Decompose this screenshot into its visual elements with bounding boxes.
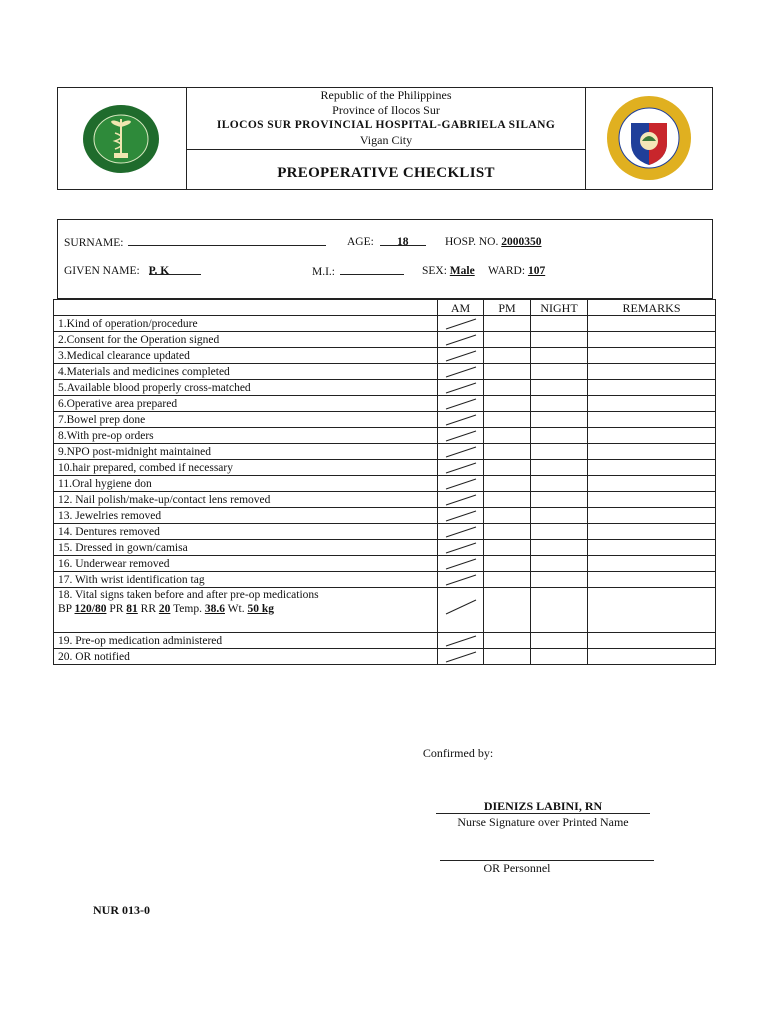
checklist-item-label: 10.hair prepared, combed if necessary — [54, 460, 438, 476]
remarks-cell[interactable] — [588, 649, 716, 665]
given-name-value: P. K — [148, 265, 170, 277]
am-checkmark-cell[interactable] — [438, 508, 484, 524]
remarks-cell[interactable] — [588, 316, 716, 332]
mi-label: M.I.: — [312, 266, 335, 278]
am-checkmark-cell[interactable] — [438, 444, 484, 460]
pm-cell[interactable] — [484, 633, 531, 649]
table-row — [54, 316, 716, 332]
pm-cell[interactable] — [484, 412, 531, 428]
remarks-cell[interactable] — [588, 524, 716, 540]
pm-cell[interactable] — [484, 492, 531, 508]
checklist-item-label: 7.Bowel prep done — [54, 412, 438, 428]
checklist-item-label: 9.NPO post-midnight maintained — [54, 444, 438, 460]
bp-value: 120/80 — [74, 603, 107, 615]
night-cell[interactable] — [531, 649, 588, 665]
checklist-item-label: 20. OR notified — [54, 649, 438, 665]
slash-mark-icon — [444, 651, 478, 663]
remarks-cell[interactable] — [588, 380, 716, 396]
hosp-no-value[interactable]: 2000350 — [501, 236, 542, 248]
table-row — [54, 428, 716, 444]
temp-value: 38.6 — [204, 603, 225, 615]
table-row — [54, 460, 716, 476]
vitals-cell — [54, 588, 438, 633]
night-cell[interactable] — [531, 444, 588, 460]
pr-label: PR — [109, 603, 124, 615]
table-row — [54, 556, 716, 572]
sex-value[interactable]: Male — [449, 265, 475, 277]
am-checkmark-cell[interactable] — [438, 428, 484, 444]
am-checkmark-cell[interactable] — [438, 556, 484, 572]
slash-mark-icon — [444, 526, 478, 538]
am-checkmark-cell[interactable] — [438, 476, 484, 492]
night-cell[interactable] — [531, 476, 588, 492]
logo-left-cell — [57, 87, 187, 190]
night-cell[interactable] — [531, 524, 588, 540]
table-row — [54, 444, 716, 460]
slash-mark-icon — [444, 414, 478, 426]
slash-mark-icon — [444, 382, 478, 394]
am-checkmark-cell[interactable] — [438, 572, 484, 588]
table-row — [54, 412, 716, 428]
ward-field — [488, 264, 545, 278]
hosp-no-label: HOSP. NO. — [445, 236, 499, 248]
age-field — [347, 235, 426, 249]
vitals-label: 18. Vital signs taken before and after pre-op medications — [58, 589, 319, 601]
am-checkmark-cell[interactable] — [438, 364, 484, 380]
checklist-item-label: 6.Operative area prepared — [54, 396, 438, 412]
slash-mark-icon — [444, 398, 478, 410]
am-checkmark-cell[interactable] — [438, 412, 484, 428]
night-cell[interactable] — [531, 572, 588, 588]
remarks-cell[interactable] — [588, 412, 716, 428]
checklist-body — [54, 316, 716, 665]
given-name-value-wrap[interactable] — [149, 264, 201, 275]
header-night: NIGHT — [531, 300, 588, 316]
night-cell[interactable] — [531, 633, 588, 649]
nurse-name: DIENIZS LABINI, RN — [436, 799, 650, 814]
or-caption: OR Personnel — [483, 861, 551, 875]
slash-mark-icon — [444, 590, 478, 630]
night-cell[interactable] — [531, 348, 588, 364]
night-cell[interactable] — [531, 332, 588, 348]
hospital-seal-icon — [81, 103, 161, 175]
night-cell[interactable] — [531, 492, 588, 508]
given-name-field — [64, 264, 201, 278]
am-checkmark-cell[interactable] — [438, 460, 484, 476]
table-row — [54, 332, 716, 348]
night-cell[interactable] — [531, 556, 588, 572]
table-row — [54, 508, 716, 524]
night-cell[interactable] — [531, 540, 588, 556]
pm-cell[interactable] — [484, 649, 531, 665]
given-name-label: GIVEN NAME: — [64, 265, 140, 277]
night-cell[interactable] — [531, 588, 588, 633]
pm-cell[interactable] — [484, 588, 531, 633]
remarks-cell[interactable] — [588, 444, 716, 460]
slash-mark-icon — [444, 430, 478, 442]
header-item — [54, 300, 438, 316]
night-cell[interactable] — [531, 412, 588, 428]
remarks-cell[interactable] — [588, 492, 716, 508]
pm-cell[interactable] — [484, 428, 531, 444]
checklist-item-label: 14. Dentures removed — [54, 524, 438, 540]
pm-cell[interactable] — [484, 460, 531, 476]
remarks-cell[interactable] — [588, 476, 716, 492]
checklist-item-label: 12. Nail polish/make-up/contact lens removed — [54, 492, 438, 508]
pm-cell[interactable] — [484, 348, 531, 364]
slash-mark-icon — [444, 334, 478, 346]
table-row — [54, 476, 716, 492]
remarks-cell[interactable] — [588, 348, 716, 364]
table-row — [54, 524, 716, 540]
sex-field — [422, 264, 475, 278]
checklist-item-label: 5.Available blood properly cross-matched — [54, 380, 438, 396]
logo-right-cell — [585, 87, 713, 190]
remarks-cell[interactable] — [588, 572, 716, 588]
remarks-cell[interactable] — [588, 588, 716, 633]
remarks-cell[interactable] — [588, 556, 716, 572]
slash-mark-icon — [444, 318, 478, 330]
wt-label: Wt. — [227, 603, 245, 615]
slash-mark-icon — [444, 494, 478, 506]
checklist-item-label: 1.Kind of operation/procedure — [54, 316, 438, 332]
table-row — [54, 649, 716, 665]
am-checkmark-cell[interactable] — [438, 649, 484, 665]
pm-cell[interactable] — [484, 540, 531, 556]
city-line: Vigan City — [359, 133, 413, 147]
slash-mark-icon — [444, 366, 478, 378]
header-am: AM — [438, 300, 484, 316]
checklist-item-label: 13. Jewelries removed — [54, 508, 438, 524]
ward-label: WARD: — [488, 265, 526, 277]
surname-field — [64, 235, 326, 250]
rr-label: RR — [140, 603, 157, 615]
checklist-item-label: 3.Medical clearance updated — [54, 348, 438, 364]
header-divider — [187, 149, 585, 150]
mi-value[interactable] — [340, 264, 404, 275]
checklist-item-label: 19. Pre-op medication administered — [54, 633, 438, 649]
table-header-row — [54, 300, 716, 316]
table-row — [54, 348, 716, 364]
pm-cell[interactable] — [484, 316, 531, 332]
slash-mark-icon — [444, 542, 478, 554]
remarks-cell[interactable] — [588, 364, 716, 380]
table-row — [54, 633, 716, 649]
table-row — [54, 572, 716, 588]
checklist-item-label: 16. Underwear removed — [54, 556, 438, 572]
pm-cell[interactable] — [484, 380, 531, 396]
table-row-vitals — [54, 588, 716, 633]
form-code: NUR 013-0 — [93, 903, 150, 917]
mi-field — [312, 264, 404, 279]
pm-cell[interactable] — [484, 364, 531, 380]
checklist-item-label: 17. With wrist identification tag — [54, 572, 438, 588]
wt-value: 50 kg — [247, 603, 274, 615]
am-checkmark-cell[interactable] — [438, 396, 484, 412]
province-line: Province of Ilocos Sur — [332, 103, 440, 117]
province-seal-icon — [606, 95, 692, 181]
am-checkmark-cell[interactable] — [438, 380, 484, 396]
pm-cell[interactable] — [484, 572, 531, 588]
header-remarks: REMARKS — [588, 300, 716, 316]
slash-mark-icon — [444, 350, 478, 362]
pm-cell[interactable] — [484, 396, 531, 412]
night-cell[interactable] — [531, 396, 588, 412]
confirmed-by-label: Confirmed by: — [422, 746, 494, 760]
surname-value[interactable] — [128, 235, 326, 246]
night-cell[interactable] — [531, 460, 588, 476]
am-checkmark-cell[interactable] — [438, 540, 484, 556]
pm-cell[interactable] — [484, 556, 531, 572]
remarks-cell[interactable] — [588, 508, 716, 524]
patient-info-box — [57, 219, 713, 299]
checklist-table — [53, 299, 716, 665]
slash-mark-icon — [444, 510, 478, 522]
table-row — [54, 396, 716, 412]
checklist-item-label: 2.Consent for the Operation signed — [54, 332, 438, 348]
table-row — [54, 364, 716, 380]
am-checkmark-cell[interactable] — [438, 316, 484, 332]
sex-label: SEX: — [422, 265, 447, 277]
slash-mark-icon — [444, 462, 478, 474]
am-checkmark-cell[interactable] — [438, 492, 484, 508]
surname-label: SURNAME: — [64, 237, 124, 249]
slash-mark-icon — [444, 558, 478, 570]
remarks-cell[interactable] — [588, 428, 716, 444]
age-label: AGE: — [347, 236, 374, 248]
age-value: 18 — [396, 236, 409, 248]
slash-mark-icon — [444, 635, 478, 647]
pm-cell[interactable] — [484, 476, 531, 492]
checklist-item-label: 15. Dressed in gown/camisa — [54, 540, 438, 556]
ward-value[interactable]: 107 — [527, 265, 546, 277]
age-value-wrap[interactable] — [380, 235, 426, 246]
night-cell[interactable] — [531, 364, 588, 380]
table-row — [54, 380, 716, 396]
table-row — [54, 492, 716, 508]
temp-label: Temp. — [173, 603, 202, 615]
am-checkmark-cell[interactable] — [438, 348, 484, 364]
am-checkmark-cell[interactable] — [438, 524, 484, 540]
republic-line: Republic of the Philippines — [320, 88, 452, 102]
header-pm: PM — [484, 300, 531, 316]
checklist-item-label: 11.Oral hygiene don — [54, 476, 438, 492]
night-cell[interactable] — [531, 380, 588, 396]
pm-cell[interactable] — [484, 332, 531, 348]
am-checkmark-cell[interactable] — [438, 633, 484, 649]
pm-cell[interactable] — [484, 508, 531, 524]
rr-value: 20 — [158, 603, 171, 615]
remarks-cell[interactable] — [588, 396, 716, 412]
bp-label: BP — [58, 603, 72, 615]
am-checkmark-cell[interactable] — [438, 588, 484, 633]
checklist-item-label: 8.With pre-op orders — [54, 428, 438, 444]
slash-mark-icon — [444, 446, 478, 458]
remarks-cell[interactable] — [588, 540, 716, 556]
hosp-no-field — [445, 235, 542, 249]
table-row — [54, 540, 716, 556]
vitals-values — [58, 602, 437, 616]
am-checkmark-cell[interactable] — [438, 332, 484, 348]
nurse-caption: Nurse Signature over Printed Name — [457, 815, 629, 829]
slash-mark-icon — [444, 478, 478, 490]
hospital-name: ILOCOS SUR PROVINCIAL HOSPITAL-GABRIELA SILANG — [216, 119, 556, 131]
pr-value: 81 — [126, 603, 138, 615]
night-cell[interactable] — [531, 316, 588, 332]
remarks-cell[interactable] — [588, 633, 716, 649]
pm-cell[interactable] — [484, 444, 531, 460]
night-cell[interactable] — [531, 508, 588, 524]
page-title: PREOPERATIVE CHECKLIST — [277, 165, 495, 181]
pm-cell[interactable] — [484, 524, 531, 540]
remarks-cell[interactable] — [588, 332, 716, 348]
slash-mark-icon — [444, 574, 478, 586]
checklist-item-label: 4.Materials and medicines completed — [54, 364, 438, 380]
night-cell[interactable] — [531, 428, 588, 444]
remarks-cell[interactable] — [588, 460, 716, 476]
